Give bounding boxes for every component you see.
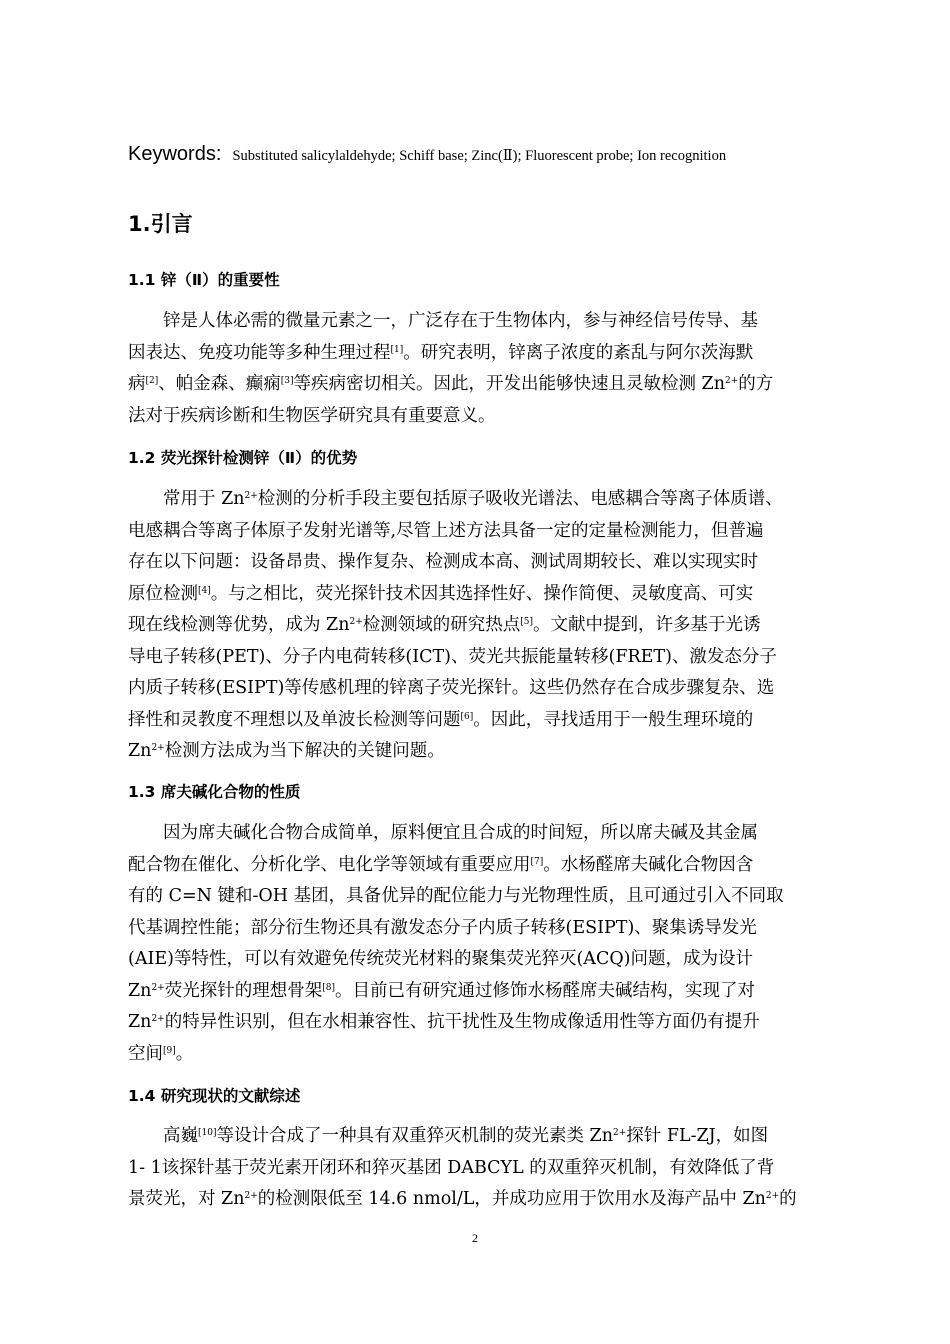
paragraph-line: 存在以下问题：设备昂贵、操作复杂、检测成本高、测试周期较长、难以实现实时 xyxy=(128,552,758,572)
paragraph-line: 法对于疾病诊断和生物医学研究具有重要意义。 xyxy=(128,405,496,426)
paragraph-line: (AIE)等特性，可以有效避免传统荧光材料的聚集荧光猝灭(ACQ)问题，成为设计 xyxy=(128,949,754,969)
paragraph-line: 导电子转移(PET)、分子内电荷转移(ICT)、荧光共振能量转移(FRET)、激发态分子 xyxy=(128,646,777,667)
page-number: 2 xyxy=(472,1231,478,1245)
paragraph-line: 景荧光，对 $Zn^{2+}$的检测限低至 14.6 nmol/L，并成功应用于饮用水及海产品中 $Zn^{2+}$的 xyxy=(128,1189,797,1209)
section-heading-introduction: 1.引言 xyxy=(128,212,193,236)
keywords-text: Substituted salicylaldehyde; Schiff base; Zinc(Ⅱ); Fluorescent probe; Ion recognition xyxy=(232,148,727,164)
paragraph-line: 代基调控性能；部分衍生物还具有激发态分子内质子转移(ESIPT)、聚集诱导发光 xyxy=(128,917,757,938)
paragraph-line: 因表达、免疫功能等多种生理过程[1]。研究表明，锌离子浓度的紊乱与阿尔茨海默 xyxy=(128,342,754,363)
paragraph-line: 有的 C=N 键和-OH 基团，具备优异的配位能力与光物理性质，且可通过引入不同取 xyxy=(128,886,784,906)
paragraph-1-4 xyxy=(128,1121,824,1216)
paragraph-line: 常用于 $Zn^{2+}$检测的分析手段主要包括原子吸收光谱法、电感耦合等离子体质谱、 xyxy=(163,489,783,509)
paragraph-1-2 xyxy=(128,484,824,768)
paragraph-1-3 xyxy=(128,818,824,1070)
paragraph-1-1 xyxy=(128,306,824,432)
paragraph-line: $Zn^{2+}$检测方法成为当下解决的关键问题。 xyxy=(128,741,445,761)
paragraph-line: 1- 1该探针基于荧光素开闭环和猝灭基团 DABCYL 的双重猝灭机制，有效降低了背 xyxy=(128,1157,775,1178)
paragraph-line: 原位检测[4]。与之相比，荧光探针技术因其选择性好、操作简便、灵敏度高、可实 xyxy=(128,583,754,604)
keywords-label: Keywords: xyxy=(128,143,222,165)
paragraph-line: 电感耦合等离子体原子发射光谱等,尽管上述方法具备一定的定量检测能力，但普遍 xyxy=(128,520,764,541)
paragraph-line: 空间[9]。 xyxy=(128,1043,194,1064)
paragraph-line: $Zn^{2+}$的特异性识别，但在水相兼容性、抗干扰性及生物成像适用性等方面仍有提升 xyxy=(128,1012,760,1032)
paragraph-line: $Zn^{2+}$荧光探针的理想骨架[8]。目前已有研究通过修饰水杨醛席夫碱结构，实现了对 xyxy=(128,980,755,1001)
subsection-heading-1-3: 1.3 席夫碱化合物的性质 xyxy=(128,783,301,801)
subsection-heading-1-1: 1.1 锌（Ⅱ）的重要性 xyxy=(128,271,280,289)
paragraph-line: 高巍[10]等设计合成了一种具有双重猝灭机制的荧光素类 $Zn^{2+}$探针 FL-ZJ，如图 xyxy=(163,1126,769,1146)
subsection-heading-1-4: 1.4 研究现状的文献综述 xyxy=(128,1087,301,1105)
paragraph-line: 择性和灵教度不理想以及单波长检测等问题[6]。因此，寻找适用于一般生理环境的 xyxy=(128,709,754,730)
paragraph-line: 锌是人体必需的微量元素之一，广泛存在于生物体内，参与神经信号传导、基 xyxy=(163,311,758,331)
paragraph-line: 病[2]、帕金森、癫痫[3]等疾病密切相关。因此，开发出能够快速且灵敏检测 $Zn^{2+}$的方 xyxy=(128,374,774,394)
subsection-heading-1-2: 1.2 荧光探针检测锌（Ⅱ）的优势 xyxy=(128,449,358,467)
paragraph-line: 因为席夫碱化合物合成简单，原料便宜且合成的时间短，所以席夫碱及其金属 xyxy=(163,823,758,843)
paragraph-line: 配合物在催化、分析化学、电化学等领域有重要应用[7]。水杨醛席夫碱化合物因含 xyxy=(128,854,754,875)
paragraph-line: 内质子转移(ESIPT)等传感机理的锌离子荧光探针。这些仍然存在合成步骤复杂、选 xyxy=(128,678,775,698)
keywords-line xyxy=(128,143,848,166)
paragraph-line: 现在线检测等优势，成为 $Zn^{2+}$检测领域的研究热点[5]。文献中提到，许多基于光诱 xyxy=(128,615,761,635)
